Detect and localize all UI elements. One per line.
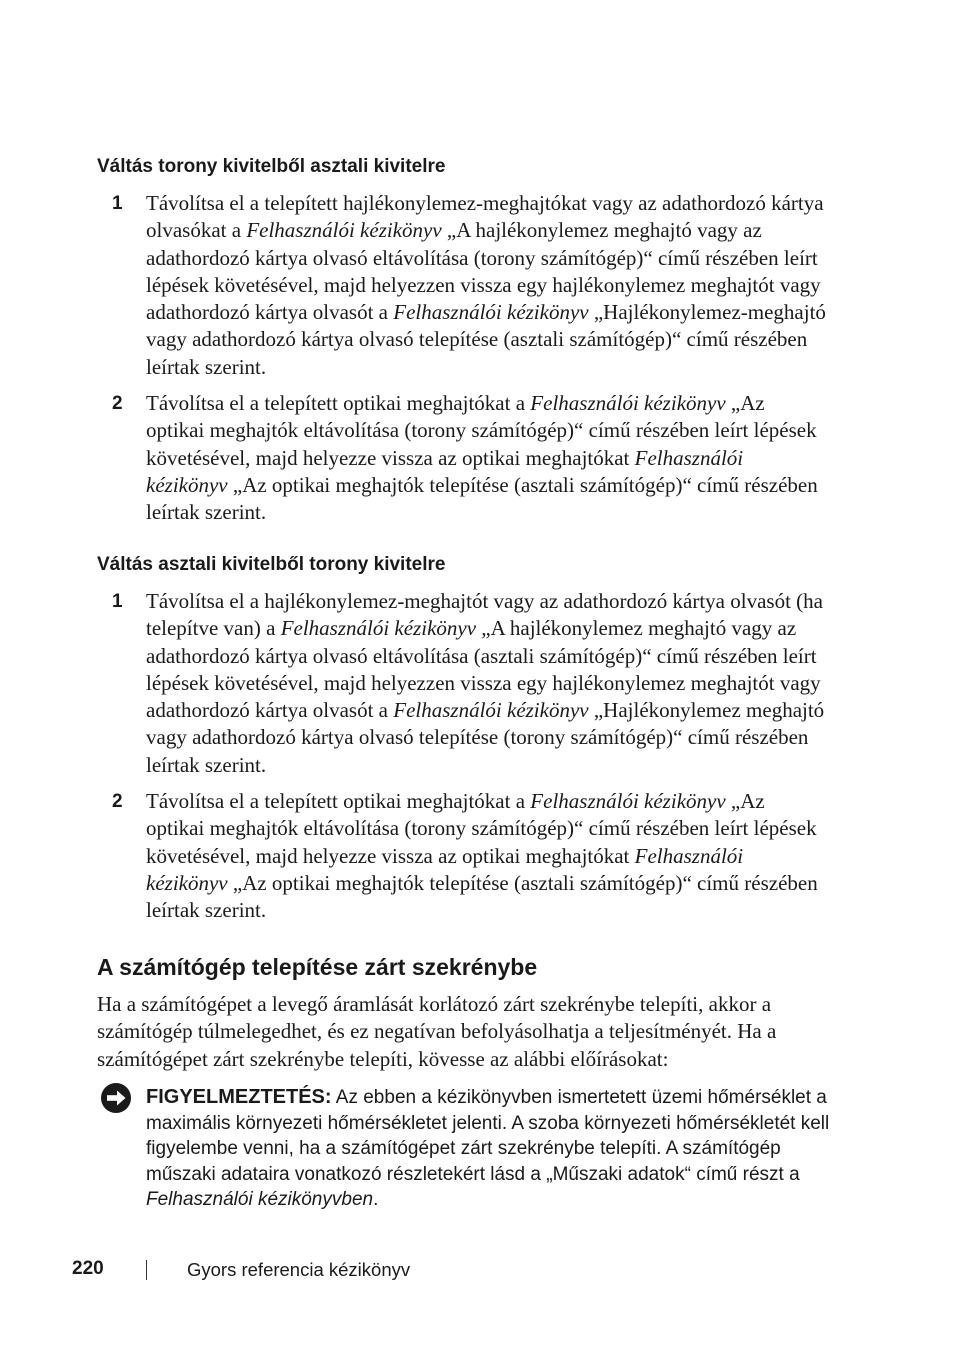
step-text: Távolítsa el a telepített optikai meghajtókat a Felhasználói kézikönyv „Az optikai meghajtók eltávolítása (torony számítógép)“ című részében leírt lépések követésével, majd helyezze vissza az optikai meghajtókat Felhasználói kézikönyv „Az optikai meghajtók telepítése (asztali számítógép)“ című részében leírtak szerint.: [146, 391, 818, 525]
step-text: Távolítsa el a telepített optikai meghajtókat a Felhasználói kézikönyv „Az optikai meghajtók eltávolítása (torony számítógép)“ című részében leírt lépések követésével, majd helyezze vissza az optikai meghajtókat Felhasználói kézikönyv „Az optikai meghajtók telepítése (asztali számítógép)“ című részében leírtak szerint.: [146, 789, 818, 923]
step-number: 1: [112, 591, 123, 612]
warning-label: FIGYELMEZTETÉS:: [146, 1086, 332, 1108]
step-number: 1: [112, 193, 123, 214]
step-text: Távolítsa el a hajlékonylemez-meghajtót vagy az adathordozó kártya olvasót (ha telepítve van) a Felhasználói kézikönyv „A hajlékonylemez meghajtó vagy az adathordozó kártya olvasó eltávolítása (asztali számítógép)“ című részében leírt lépések követésével, majd helyezzen vissza egy hajlékonylemez meghajtót vagy adathordozó kártya olvasót a Felhasználói kézikönyv „Hajlékonylemez meghajtó vagy adathordozó kártya olvasó telepítése (torony számítógép)“ című részében leírtak szerint.: [146, 589, 825, 777]
page-number: 220: [72, 1258, 104, 1279]
section-heading-enclosure: A számítógép telepítése zárt szekrénybe: [97, 954, 538, 980]
footer-title: Gyors referencia kézikönyv: [187, 1259, 411, 1280]
enclosure-paragraph: Ha a számítógépet a levegő áramlását korlátozó zárt szekrénybe telepíti, akkor a számítógép túlmelegedhet, és ez negatívan befolyásolhatja a teljesítményét. Ha a számítógépet zárt szekrénybe telepíti, kövesse az alábbi előírásokat:: [97, 992, 777, 1071]
step-number: 2: [112, 791, 123, 812]
footer-divider: [146, 1260, 147, 1280]
section-heading-tower-to-desktop: Váltás torony kivitelből asztali kivitelre: [97, 156, 446, 177]
warning-note: FIGYELMEZTETÉS: Az ebben a kézikönyvben ismertetett üzemi hőmérséklet a maximális környezeti hőmérsékletet jelenti. A szoba környezeti hőmérsékletét kell figyelembe venni, ha a számítógépet zárt szekrénybe telepíti. A számítógép műszaki adataira vonatkozó részletekért lásd a „Műszaki adatok“ című részt a Felhasználói kézikönyvben.: [146, 1086, 830, 1210]
step-text: Távolítsa el a telepített hajlékonylemez-meghajtókat vagy az adathordozó kártya olvasókat a Felhasználói kézikönyv „A hajlékonylemez meghajtó vagy az adathordozó kártya olvasó eltávolítása (torony számítógép)“ című részében leírt lépések követésével, majd helyezzen vissza egy hajlékonylemez meghajtót vagy adathordozó kártya olvasót a Felhasználói kézikönyv „Hajlékonylemez-meghajtó vagy adathordozó kártya olvasó telepítése (asztali számítógép)“ című részében leírtak szerint.: [146, 191, 826, 379]
step-number: 2: [112, 393, 123, 414]
page-footer: [0, 1258, 954, 1284]
warning-arrow-icon: [100, 1082, 132, 1114]
section-heading-desktop-to-tower: Váltás asztali kivitelből torony kivitelre: [97, 554, 446, 575]
